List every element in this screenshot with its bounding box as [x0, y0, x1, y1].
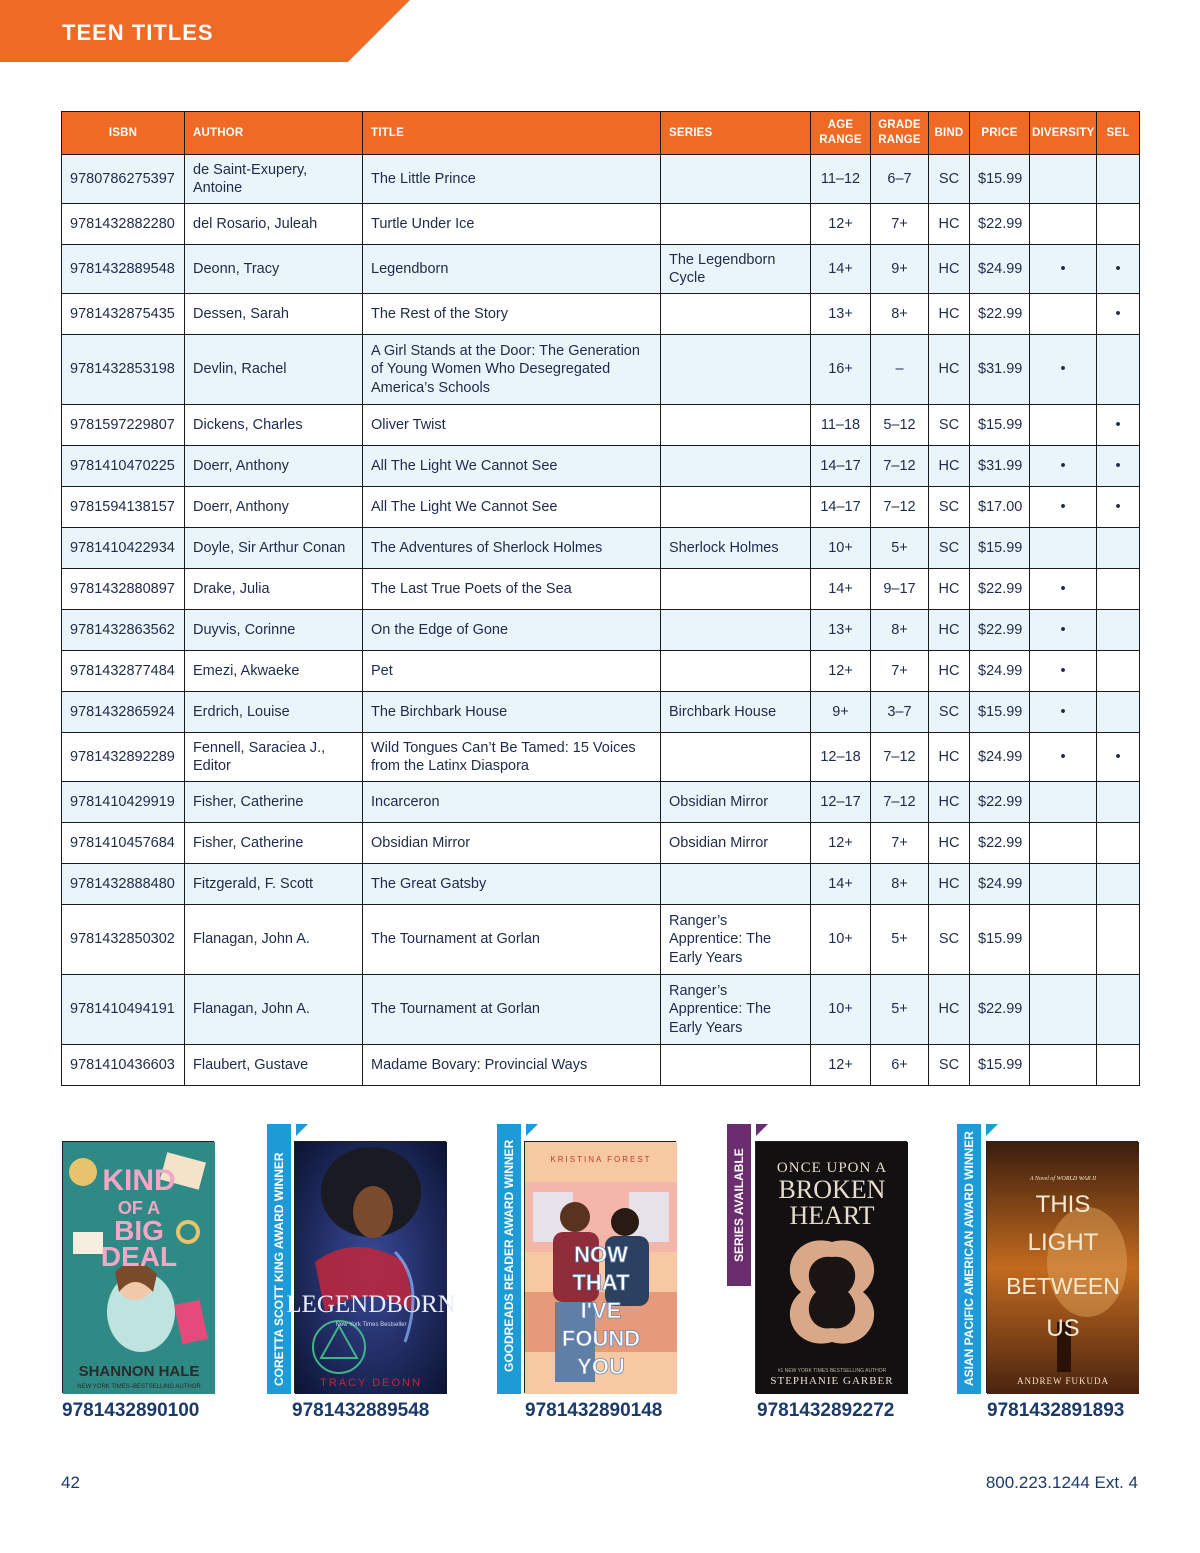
- table-row: [62, 782, 1140, 823]
- age-range-cell: 14+: [811, 569, 871, 610]
- age-range-cell: 12+: [811, 651, 871, 692]
- price-cell: $15.99: [970, 155, 1030, 204]
- diversity-cell: [1030, 1045, 1097, 1086]
- cover-title-line-1: NOW: [574, 1242, 628, 1267]
- grade-range-cell: 8+: [871, 610, 929, 651]
- sel-cell: •: [1097, 405, 1140, 446]
- series-cell: [661, 405, 811, 446]
- bind-cell: HC: [929, 245, 970, 294]
- table-row: [62, 204, 1140, 245]
- sel-cell: [1097, 864, 1140, 905]
- series-cell: [661, 569, 811, 610]
- sel-cell: •: [1097, 245, 1140, 294]
- diversity-cell: •: [1030, 446, 1097, 487]
- sel-cell: [1097, 528, 1140, 569]
- cover-art: [63, 1142, 215, 1394]
- award-ribbon: [497, 1124, 521, 1394]
- column-header: PRICE: [970, 112, 1030, 155]
- book-cover-kind-of-a-big-deal[interactable]: [62, 1141, 214, 1393]
- bind-cell: HC: [929, 610, 970, 651]
- table-row: [62, 487, 1140, 528]
- price-cell: $22.99: [970, 823, 1030, 864]
- table-row: [62, 446, 1140, 487]
- diversity-cell: [1030, 155, 1097, 204]
- diversity-cell: •: [1030, 335, 1097, 405]
- price-cell: $22.99: [970, 610, 1030, 651]
- age-range-cell: 12–17: [811, 782, 871, 823]
- bind-cell: HC: [929, 651, 970, 692]
- age-range-cell: 14–17: [811, 487, 871, 528]
- book-isbn: 9781432890148: [525, 1400, 663, 1421]
- title-cell: The Little Prince: [363, 155, 661, 204]
- sel-cell: •: [1097, 733, 1140, 782]
- bind-cell: HC: [929, 446, 970, 487]
- price-cell: $22.99: [970, 569, 1030, 610]
- bind-cell: HC: [929, 782, 970, 823]
- title-cell: Turtle Under Ice: [363, 204, 661, 245]
- title-cell: All The Light We Cannot See: [363, 446, 661, 487]
- price-cell: $31.99: [970, 446, 1030, 487]
- cover-title-line-2: LIGHT: [1027, 1229, 1099, 1256]
- column-header: ISBN: [62, 112, 185, 155]
- age-range-cell: 14+: [811, 245, 871, 294]
- isbn-cell: 9781410422934: [62, 528, 185, 569]
- bind-cell: HC: [929, 294, 970, 335]
- cover-tagline: New York Times Bestseller: [335, 1322, 407, 1328]
- phone-number: 800.223.1244 Ext. 4: [985, 1473, 1138, 1492]
- cover-title-line-1: KIND: [102, 1164, 176, 1197]
- cover-title-line-2: THAT: [572, 1270, 630, 1295]
- cover-title-line-4: FOUND: [561, 1326, 641, 1351]
- isbn-cell: 9781432882280: [62, 204, 185, 245]
- cover-tagline: #1 NEW YORK TIMES BESTSELLING AUTHOR: [777, 1368, 887, 1374]
- grade-range-cell: 6–7: [871, 155, 929, 204]
- series-cell: [661, 204, 811, 245]
- sel-cell: •: [1097, 487, 1140, 528]
- ribbon-tab: [756, 1124, 768, 1136]
- author-cell: Fennell, Saraciea J., Editor: [185, 733, 363, 782]
- title-cell: On the Edge of Gone: [363, 610, 661, 651]
- table-row: [62, 733, 1140, 782]
- price-cell: $24.99: [970, 245, 1030, 294]
- price-cell: $15.99: [970, 905, 1030, 975]
- grade-range-cell: 5+: [871, 528, 929, 569]
- title-cell: The Birchbark House: [363, 692, 661, 733]
- book-cover-this-light-between-us[interactable]: [986, 1141, 1138, 1393]
- series-cell: Ranger’s Apprentice: The Early Years: [661, 905, 811, 975]
- series-cell: [661, 155, 811, 204]
- cover-title-line-3: I'VE: [580, 1298, 622, 1323]
- bind-cell: SC: [929, 487, 970, 528]
- diversity-cell: [1030, 823, 1097, 864]
- series-cell: The Legendborn Cycle: [661, 245, 811, 294]
- author-cell: Flanagan, John A.: [185, 975, 363, 1045]
- bind-cell: HC: [929, 864, 970, 905]
- ribbon-tab: [296, 1124, 308, 1136]
- cover-title-line-4: US: [1046, 1315, 1080, 1342]
- author-cell: Duyvis, Corinne: [185, 610, 363, 651]
- title-cell: The Last True Poets of the Sea: [363, 569, 661, 610]
- award-label: GOODREADS READER AWARD WINNER: [502, 1139, 516, 1372]
- grade-range-cell: 7+: [871, 823, 929, 864]
- cover-tagline: NEW YORK TIMES–BESTSELLING AUTHOR: [77, 1384, 201, 1390]
- title-cell: All The Light We Cannot See: [363, 487, 661, 528]
- book-isbn: 9781432891893: [987, 1400, 1125, 1421]
- column-header: TITLE: [363, 112, 661, 155]
- award-label: ASIAN PACIFIC AMERICAN AWARD WINNER: [962, 1131, 976, 1386]
- sel-cell: [1097, 335, 1140, 405]
- price-cell: $31.99: [970, 335, 1030, 405]
- author-cell: Fisher, Catherine: [185, 823, 363, 864]
- price-cell: $24.99: [970, 651, 1030, 692]
- book-cover-legendborn[interactable]: [286, 1141, 456, 1393]
- sel-cell: [1097, 692, 1140, 733]
- cover-author: SHANNON HALE: [78, 1363, 200, 1380]
- series-cell: [661, 651, 811, 692]
- diversity-cell: [1030, 294, 1097, 335]
- diversity-cell: [1030, 204, 1097, 245]
- sel-cell: [1097, 823, 1140, 864]
- book-cover-once-upon-a-broken-heart[interactable]: [755, 1141, 907, 1393]
- series-cell: Obsidian Mirror: [661, 823, 811, 864]
- series-cell: [661, 733, 811, 782]
- isbn-cell: 9781410494191: [62, 975, 185, 1045]
- title-cell: The Tournament at Gorlan: [363, 975, 661, 1045]
- series-cell: [661, 864, 811, 905]
- table-row: [62, 569, 1140, 610]
- diversity-cell: [1030, 528, 1097, 569]
- sel-cell: [1097, 155, 1140, 204]
- series-cell: Obsidian Mirror: [661, 782, 811, 823]
- title-cell: Wild Tongues Can’t Be Tamed: 15 Voices from the Latinx Diaspora: [363, 733, 661, 782]
- age-range-cell: 13+: [811, 294, 871, 335]
- price-cell: $17.00: [970, 487, 1030, 528]
- isbn-cell: 9781594138157: [62, 487, 185, 528]
- author-cell: Fisher, Catherine: [185, 782, 363, 823]
- series-cell: [661, 1045, 811, 1086]
- column-header: DIVERSITY: [1030, 112, 1097, 155]
- cover-art: [525, 1142, 677, 1394]
- bind-cell: SC: [929, 528, 970, 569]
- table-row: [62, 335, 1140, 405]
- bind-cell: SC: [929, 692, 970, 733]
- series-cell: [661, 335, 811, 405]
- isbn-cell: 9781432875435: [62, 294, 185, 335]
- author-cell: Flaubert, Gustave: [185, 1045, 363, 1086]
- grade-range-cell: 8+: [871, 294, 929, 335]
- isbn-cell: 9781410429919: [62, 782, 185, 823]
- grade-range-cell: 8+: [871, 864, 929, 905]
- author-cell: Fitzgerald, F. Scott: [185, 864, 363, 905]
- isbn-cell: 9781432865924: [62, 692, 185, 733]
- title-cell: Obsidian Mirror: [363, 823, 661, 864]
- table-row: [62, 610, 1140, 651]
- table-row: [62, 1045, 1140, 1086]
- cover-title-line-1: ONCE UPON A: [776, 1160, 888, 1176]
- table-row: [62, 651, 1140, 692]
- cover-title-line-2: BROKEN: [778, 1175, 886, 1204]
- bind-cell: SC: [929, 155, 970, 204]
- diversity-cell: •: [1030, 245, 1097, 294]
- sel-cell: •: [1097, 294, 1140, 335]
- isbn-cell: 9781432888480: [62, 864, 185, 905]
- bind-cell: HC: [929, 569, 970, 610]
- author-cell: Deonn, Tracy: [185, 245, 363, 294]
- cover-author: STEPHANIE GARBER: [770, 1375, 894, 1387]
- section-banner: [0, 0, 410, 62]
- diversity-cell: •: [1030, 487, 1097, 528]
- sel-cell: [1097, 782, 1140, 823]
- diversity-cell: [1030, 782, 1097, 823]
- table-row: [62, 155, 1140, 204]
- age-range-cell: 10+: [811, 905, 871, 975]
- title-cell: The Adventures of Sherlock Holmes: [363, 528, 661, 569]
- ribbon-tab: [526, 1124, 538, 1136]
- price-cell: $22.99: [970, 782, 1030, 823]
- column-header: AUTHOR: [185, 112, 363, 155]
- column-header: SEL: [1097, 112, 1140, 155]
- table-row: [62, 975, 1140, 1045]
- cover-title-line-3: HEART: [789, 1201, 875, 1230]
- title-cell: Legendborn: [363, 245, 661, 294]
- diversity-cell: [1030, 905, 1097, 975]
- age-range-cell: 13+: [811, 610, 871, 651]
- cover-tagline: A Novel of WORLD WAR II: [1029, 1176, 1097, 1182]
- column-header: AGE RANGE: [811, 112, 871, 155]
- isbn-cell: 9781432880897: [62, 569, 185, 610]
- cover-art: [286, 1142, 456, 1394]
- grade-range-cell: 7–12: [871, 782, 929, 823]
- sel-cell: [1097, 204, 1140, 245]
- table-row: [62, 245, 1140, 294]
- cover-title-line-3: BIG: [114, 1215, 164, 1246]
- sel-cell: [1097, 975, 1140, 1045]
- title-cell: Incarceron: [363, 782, 661, 823]
- book-isbn: 9781432890100: [62, 1400, 200, 1421]
- diversity-cell: •: [1030, 569, 1097, 610]
- grade-range-cell: 7+: [871, 204, 929, 245]
- price-cell: $15.99: [970, 405, 1030, 446]
- sel-cell: [1097, 1045, 1140, 1086]
- cover-title-line-1: THIS: [1035, 1191, 1091, 1218]
- series-ribbon: [727, 1124, 751, 1286]
- isbn-cell: 9781597229807: [62, 405, 185, 446]
- book-isbn: 9781432889548: [292, 1400, 430, 1421]
- title-cell: A Girl Stands at the Door: The Generation of Young Women Who Desegregated America’s Schools: [363, 335, 661, 405]
- diversity-cell: •: [1030, 651, 1097, 692]
- table-row: [62, 405, 1140, 446]
- price-cell: $24.99: [970, 733, 1030, 782]
- cover-title-line-4: DEAL: [100, 1241, 178, 1272]
- author-cell: de Saint-Exupery, Antoine: [185, 155, 363, 204]
- table-body: [62, 155, 1140, 1086]
- price-cell: $22.99: [970, 975, 1030, 1045]
- cover-author: ANDREW FUKUDA: [1016, 1376, 1110, 1386]
- price-cell: $15.99: [970, 692, 1030, 733]
- author-cell: Devlin, Rachel: [185, 335, 363, 405]
- bind-cell: HC: [929, 204, 970, 245]
- ribbon-tab: [986, 1124, 998, 1136]
- bind-cell: SC: [929, 1045, 970, 1086]
- age-range-cell: 14–17: [811, 446, 871, 487]
- grade-range-cell: 6+: [871, 1045, 929, 1086]
- title-cell: The Rest of the Story: [363, 294, 661, 335]
- series-cell: [661, 487, 811, 528]
- cover-title: LEGENDBORN: [286, 1291, 456, 1318]
- age-range-cell: 16+: [811, 335, 871, 405]
- cover-art: [756, 1142, 908, 1394]
- award-ribbon: [957, 1124, 981, 1394]
- grade-range-cell: –: [871, 335, 929, 405]
- grade-range-cell: 5+: [871, 975, 929, 1045]
- title-cell: Madame Bovary: Provincial Ways: [363, 1045, 661, 1086]
- bind-cell: HC: [929, 335, 970, 405]
- grade-range-cell: 7–12: [871, 487, 929, 528]
- table-row: [62, 823, 1140, 864]
- diversity-cell: [1030, 864, 1097, 905]
- cover-title-line-2: OF A: [117, 1198, 161, 1218]
- cover-art: [987, 1142, 1139, 1394]
- author-cell: Doerr, Anthony: [185, 446, 363, 487]
- grade-range-cell: 7–12: [871, 446, 929, 487]
- title-cell: The Tournament at Gorlan: [363, 905, 661, 975]
- price-cell: $22.99: [970, 294, 1030, 335]
- isbn-cell: 9781432877484: [62, 651, 185, 692]
- grade-range-cell: 9+: [871, 245, 929, 294]
- bind-cell: HC: [929, 733, 970, 782]
- page-number: 42: [61, 1473, 80, 1492]
- bind-cell: HC: [929, 975, 970, 1045]
- isbn-cell: 9780786275397: [62, 155, 185, 204]
- series-cell: Sherlock Holmes: [661, 528, 811, 569]
- grade-range-cell: 5–12: [871, 405, 929, 446]
- author-cell: Doerr, Anthony: [185, 487, 363, 528]
- award-label: CORETTA SCOTT KING AWARD WINNER: [272, 1152, 286, 1386]
- isbn-cell: 9781432850302: [62, 905, 185, 975]
- table-row: [62, 864, 1140, 905]
- table-row: [62, 528, 1140, 569]
- bind-cell: SC: [929, 405, 970, 446]
- diversity-cell: •: [1030, 610, 1097, 651]
- diversity-cell: [1030, 975, 1097, 1045]
- table-header-row: [62, 112, 1140, 155]
- price-cell: $15.99: [970, 528, 1030, 569]
- age-range-cell: 12+: [811, 1045, 871, 1086]
- isbn-cell: 9781432889548: [62, 245, 185, 294]
- series-cell: [661, 610, 811, 651]
- age-range-cell: 12+: [811, 823, 871, 864]
- price-cell: $22.99: [970, 204, 1030, 245]
- grade-range-cell: 9–17: [871, 569, 929, 610]
- isbn-cell: 9781432863562: [62, 610, 185, 651]
- series-cell: Birchbark House: [661, 692, 811, 733]
- author-cell: Dessen, Sarah: [185, 294, 363, 335]
- book-isbn: 9781432892272: [757, 1400, 895, 1421]
- title-cell: The Great Gatsby: [363, 864, 661, 905]
- author-cell: Erdrich, Louise: [185, 692, 363, 733]
- grade-range-cell: 7–12: [871, 733, 929, 782]
- section-title: TEEN TITLES: [62, 20, 214, 45]
- sel-cell: [1097, 610, 1140, 651]
- author-cell: Flanagan, John A.: [185, 905, 363, 975]
- isbn-cell: 9781432853198: [62, 335, 185, 405]
- sel-cell: •: [1097, 446, 1140, 487]
- diversity-cell: [1030, 405, 1097, 446]
- bind-cell: HC: [929, 823, 970, 864]
- table-row: [62, 905, 1140, 975]
- series-cell: Ranger’s Apprentice: The Early Years: [661, 975, 811, 1045]
- diversity-cell: •: [1030, 733, 1097, 782]
- book-cover-now-that-ive-found-you[interactable]: [524, 1141, 676, 1393]
- author-cell: Drake, Julia: [185, 569, 363, 610]
- isbn-cell: 9781432892289: [62, 733, 185, 782]
- isbn-cell: 9781410436603: [62, 1045, 185, 1086]
- author-cell: Doyle, Sir Arthur Conan: [185, 528, 363, 569]
- award-ribbon: [267, 1124, 291, 1394]
- age-range-cell: 14+: [811, 864, 871, 905]
- table-row: [62, 692, 1140, 733]
- cover-author: KRISTINA FOREST: [550, 1155, 652, 1164]
- age-range-cell: 10+: [811, 975, 871, 1045]
- age-range-cell: 12–18: [811, 733, 871, 782]
- sel-cell: [1097, 905, 1140, 975]
- price-cell: $24.99: [970, 864, 1030, 905]
- title-cell: Pet: [363, 651, 661, 692]
- column-header: BIND: [929, 112, 970, 155]
- author-cell: Dickens, Charles: [185, 405, 363, 446]
- series-cell: [661, 446, 811, 487]
- age-range-cell: 11–18: [811, 405, 871, 446]
- cover-author: TRACY DEONN: [320, 1377, 422, 1389]
- series-label: SERIES AVAILABLE: [732, 1148, 746, 1262]
- author-cell: Emezi, Akwaeke: [185, 651, 363, 692]
- sel-cell: [1097, 651, 1140, 692]
- column-header: SERIES: [661, 112, 811, 155]
- price-cell: $15.99: [970, 1045, 1030, 1086]
- age-range-cell: 9+: [811, 692, 871, 733]
- sel-cell: [1097, 569, 1140, 610]
- age-range-cell: 12+: [811, 204, 871, 245]
- grade-range-cell: 7+: [871, 651, 929, 692]
- isbn-cell: 9781410457684: [62, 823, 185, 864]
- grade-range-cell: 5+: [871, 905, 929, 975]
- grade-range-cell: 3–7: [871, 692, 929, 733]
- diversity-cell: •: [1030, 692, 1097, 733]
- cover-title-line-3: BETWEEN: [1006, 1273, 1120, 1299]
- author-cell: del Rosario, Juleah: [185, 204, 363, 245]
- bind-cell: SC: [929, 905, 970, 975]
- series-cell: [661, 294, 811, 335]
- column-header: GRADE RANGE: [871, 112, 929, 155]
- table-row: [62, 294, 1140, 335]
- age-range-cell: 10+: [811, 528, 871, 569]
- cover-title-line-5: YOU: [577, 1354, 625, 1379]
- age-range-cell: 11–12: [811, 155, 871, 204]
- isbn-cell: 9781410470225: [62, 446, 185, 487]
- title-cell: Oliver Twist: [363, 405, 661, 446]
- catalog-table: [61, 111, 1140, 1086]
